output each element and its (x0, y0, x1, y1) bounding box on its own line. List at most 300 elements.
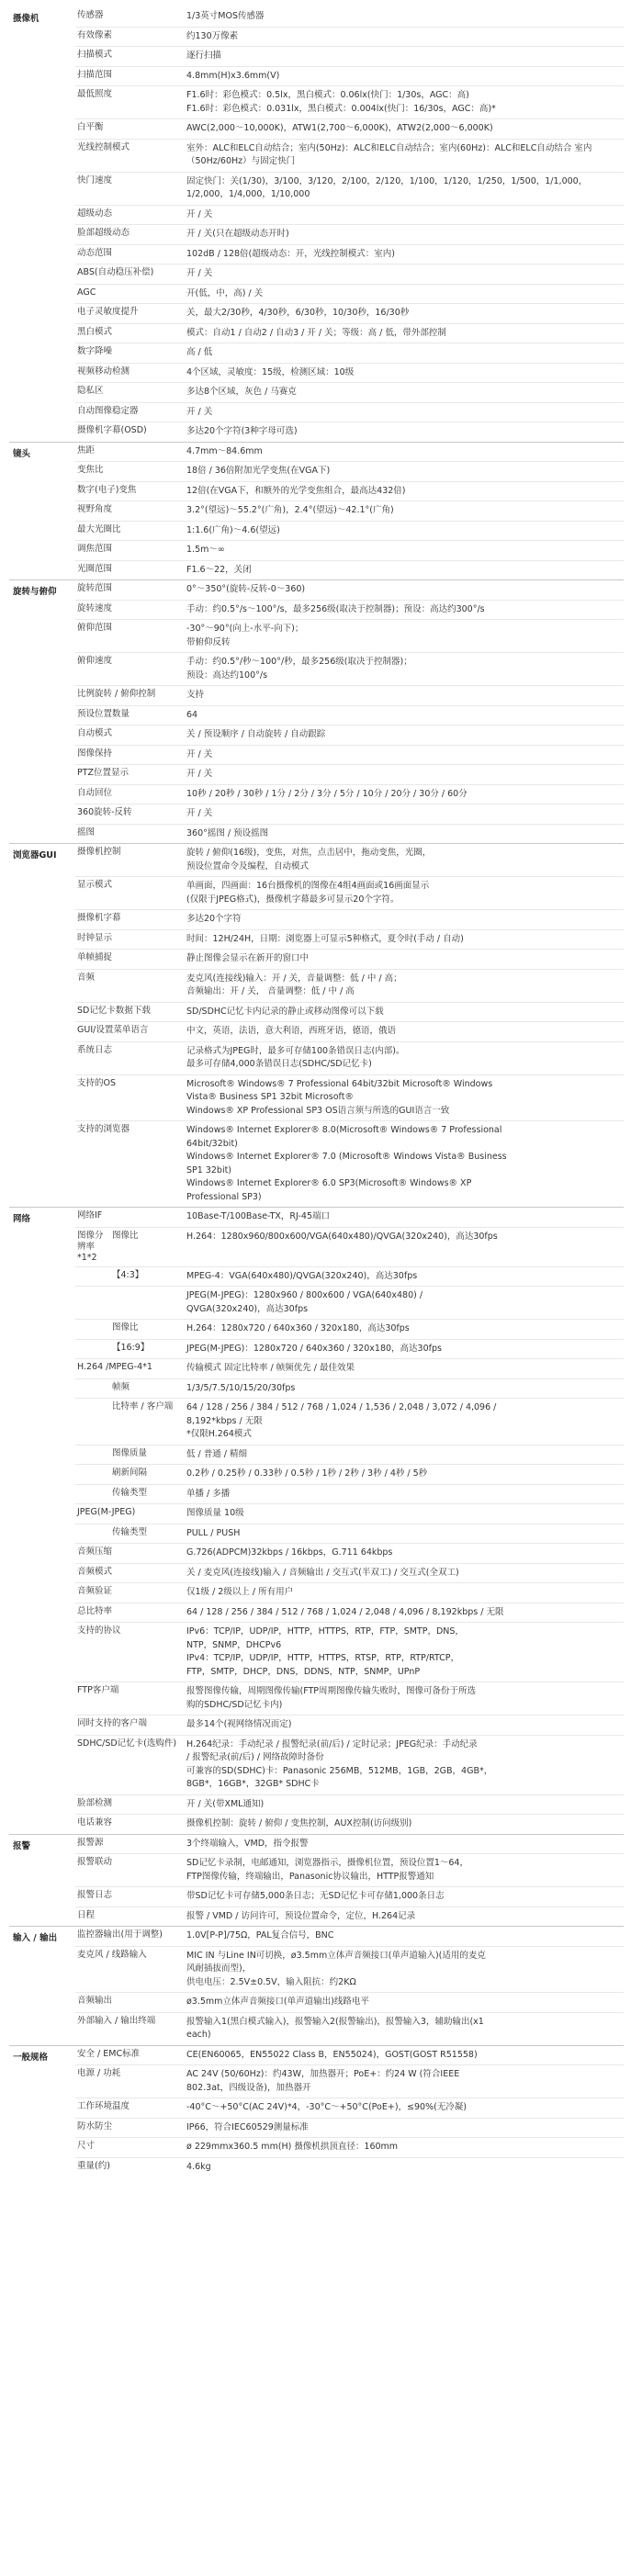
spec-value-line: 4.8mm(H)x3.6mm(V) (186, 70, 280, 81)
spec-value (185, 1623, 624, 1682)
spec-value-line: 最多14个(视网络情况而定) (186, 1719, 292, 1729)
spec-sublabel: 刷新间隔 (112, 1468, 148, 1478)
spec-value-line: 单播 / 多播 (186, 1488, 231, 1499)
spec-value (185, 2046, 624, 2065)
spec-value (185, 765, 624, 784)
spec-value (185, 1907, 624, 1927)
spec-row (75, 1003, 624, 1023)
spec-sublabel: 比特率 / 客户端 (112, 1401, 174, 1412)
spec-value (185, 910, 624, 929)
spec-value-line: 0°～350°(旋转-反转-0～360) (186, 584, 306, 594)
spec-value-line: 开 / 关 (186, 808, 213, 818)
spec-value-line: FTP图像传输，终端输出，Panasonic协议输出，HTTP报警通知 (186, 1871, 434, 1882)
spec-row (75, 304, 624, 324)
spec-row (75, 1340, 624, 1360)
spec-sublabel-group (75, 1445, 185, 1465)
spec-label: 报警联动 (77, 1857, 113, 1867)
spec-value (185, 2158, 624, 2177)
spec-row (75, 225, 624, 245)
spec-value-line: 4.7mm～84.6mm (186, 445, 263, 456)
spec-row (75, 86, 624, 119)
spec-label: 变焦比 (77, 465, 104, 475)
spec-sublabel-group (75, 1228, 185, 1266)
spec-value (185, 804, 624, 824)
spec-label: 脸部超级动态 (77, 228, 130, 238)
spec-value-line: 多达8个区域，灰色 / 马赛克 (186, 387, 297, 397)
spec-sublabel: 图像比 (112, 1322, 139, 1333)
spec-label: 外部输入 / 输出终端 (77, 2015, 156, 2026)
spec-value-line: / 报警纪录(前/后) / 网络故障时备份 (186, 1752, 324, 1762)
spec-label: 自动回位 (77, 787, 113, 798)
spec-label: 支持的OS (77, 1077, 117, 1088)
spec-row (75, 1445, 624, 1466)
spec-row (75, 119, 624, 140)
spec-row (75, 1121, 624, 1207)
spec-row (75, 1947, 624, 1994)
section-rows (75, 2046, 624, 2177)
spec-row (75, 173, 624, 206)
spec-row (75, 1835, 624, 1855)
spec-label (75, 1465, 110, 1484)
spec-value-line: 多达20个字符(3种字母可选) (186, 426, 298, 436)
spec-row (75, 1524, 624, 1545)
spec-row (75, 482, 624, 502)
spec-value (185, 1003, 624, 1022)
spec-value-line: 开 / 关 (186, 748, 213, 759)
spec-label: 单帧捕捉 (77, 952, 113, 962)
spec-value-line: 最多可存储4,000条错误日志(SDHC/SD记忆卡) (186, 1059, 372, 1069)
spec-row (75, 1042, 624, 1075)
spec-label: 电子灵敏度提升 (77, 307, 139, 317)
spec-value-line: IPv6：TCP/IP，UDP/IP，HTTP，HTTPS，RTP，FTP，SMTP，DNS， (186, 1626, 464, 1637)
spec-row (75, 561, 624, 580)
spec-value-line: 64 / 128 / 256 / 384 / 512 / 768 / 1,024 / 1,536 / 2,048 / 3,072 / 4,096 / (186, 1402, 497, 1412)
spec-value (185, 2138, 624, 2157)
spec-section (9, 1834, 624, 1927)
spec-value-line: 102dB / 128倍(超级动态：开，光线控制模式：室内) (186, 248, 395, 259)
spec-value-line: JPEG(M-JPEG)：1280x720 / 640x360 / 320x180，高达30fps (186, 1343, 442, 1354)
spec-value (185, 343, 624, 363)
spec-row (75, 746, 624, 766)
spec-row (75, 1603, 624, 1624)
spec-value (185, 7, 624, 27)
spec-value (185, 285, 624, 304)
spec-label: 摄像机控制 (77, 847, 121, 857)
spec-value-line: 3.2°(望远)～55.2°(广角)，2.4°(望远)～42.1°(广角) (186, 505, 394, 515)
spec-value (185, 785, 624, 804)
spec-label: 报警源 (77, 1837, 104, 1848)
spec-value (185, 1228, 624, 1266)
spec-value (185, 706, 624, 726)
spec-value-line: AC 24V (50/60Hz)：约43W，加热器开；PoE+：约24 W (符合IEEE (186, 2069, 460, 2079)
spec-row (75, 140, 624, 173)
spec-value (185, 1075, 624, 1121)
section-rows (75, 1927, 624, 2045)
spec-label: 重量(约) (77, 2160, 110, 2171)
spec-label: 预设位置数量 (77, 708, 130, 719)
spec-row (75, 28, 624, 48)
spec-value (185, 746, 624, 765)
spec-value (185, 1287, 624, 1319)
spec-sublabel-group (75, 1399, 185, 1445)
spec-value-line: 时间：12H/24H，日期：浏览器上可显示5种格式，夏令时(手动 / 自动) (186, 933, 464, 944)
spec-value-line: 1/3/5/7.5/10/15/20/30fps (186, 1382, 296, 1393)
spec-value-line: 开 / 关 (186, 208, 213, 219)
spec-row (75, 1022, 624, 1042)
spec-value (185, 422, 624, 442)
spec-value (185, 1544, 624, 1563)
spec-sublabel-group (75, 1465, 185, 1484)
spec-value (185, 403, 624, 422)
spec-row (75, 2158, 624, 2177)
spec-value (185, 1736, 624, 1794)
spec-value (185, 264, 624, 284)
spec-value-line: 开 / 关(带XML通知) (186, 1798, 265, 1809)
spec-label: 音频验证 (77, 1586, 113, 1596)
spec-value (185, 482, 624, 501)
spec-section (9, 2045, 624, 2177)
spec-row (75, 844, 624, 877)
spec-row (75, 1887, 624, 1907)
spec-value-line: F1.6～22，关闭 (186, 564, 252, 575)
spec-value-line: MPEG-4：VGA(640x480)/QVGA(320x240)，高达30fps (186, 1270, 418, 1281)
spec-label: 图像保持 (77, 748, 113, 759)
section-rows (75, 443, 624, 580)
spec-label (75, 1320, 110, 1339)
section-title: 一般规格 (13, 2052, 49, 2063)
spec-row (75, 1465, 624, 1485)
spec-label: ABS(自动稳压补偿) (77, 267, 154, 277)
spec-row (75, 1682, 624, 1715)
spec-row (75, 970, 624, 1003)
spec-value (185, 47, 624, 66)
spec-label: 支持的协议 (77, 1625, 121, 1636)
spec-label: 防水防尘 (77, 2120, 113, 2132)
spec-label: 旋转速度 (77, 602, 113, 613)
spec-row (75, 2138, 624, 2158)
spec-value (185, 1267, 624, 1287)
spec-row (75, 2119, 624, 2139)
spec-value-line: 64 (186, 709, 198, 720)
spec-row (75, 1504, 624, 1524)
spec-value-line: ø 229mmx360.5 mm(H) 摄像机拱顶直径：160mm (186, 2142, 399, 2152)
spec-row (75, 462, 624, 482)
spec-section (9, 1926, 624, 2045)
spec-row (75, 2013, 624, 2045)
spec-label: 旋转范围 (77, 583, 113, 593)
spec-row (75, 1267, 624, 1288)
spec-value-line: 1.5m～∞ (186, 545, 225, 555)
spec-value (185, 1022, 624, 1041)
spec-value (185, 501, 624, 521)
spec-value (185, 1359, 624, 1378)
section-rows (75, 844, 624, 1207)
spec-row (75, 706, 624, 726)
spec-value (185, 601, 624, 620)
spec-value-line: QVGA(320x240)，高达30fps (186, 1303, 309, 1314)
spec-sublabel: 图像比 (112, 1230, 139, 1241)
spec-sublabel-group (75, 1485, 185, 1504)
spec-value-line: CE(EN60065，EN55022 Class B，EN55024)，GOST(GOST R51558) (186, 2049, 478, 2060)
spec-row (75, 364, 624, 384)
spec-section (9, 579, 624, 843)
spec-label: 图像分辨率*1*2 (77, 1230, 104, 1263)
spec-value-line: 0.2秒 / 0.25秒 / 0.33秒 / 0.5秒 / 1秒 / 2秒 / 3秒 / 4秒 / 5秒 (186, 1468, 428, 1479)
spec-label: 日程 (77, 1909, 96, 1920)
spec-value (185, 844, 624, 876)
spec-sublabel (110, 1287, 185, 1319)
spec-value-line: 1.0V[P-P]/75Ω，PAL复合信号，BNC (186, 1930, 334, 1940)
section-title: 报警 (13, 1840, 31, 1851)
spec-sublabel-group (75, 1379, 185, 1399)
spec-row (75, 601, 624, 621)
spec-label: 音频模式 (77, 1566, 113, 1577)
spec-label: 系统日志 (77, 1044, 113, 1055)
spec-row (75, 1993, 624, 2013)
spec-label: JPEG(M-JPEG) (77, 1507, 136, 1517)
spec-value-line: 支持 (186, 690, 205, 700)
spec-value-line: 传输模式 固定比特率 / 帧频优先 / 最佳效果 (186, 1363, 355, 1373)
spec-label: 光圈范围 (77, 563, 113, 574)
spec-value-line: SD/SDHC记忆卡内记录的静止或移动图像可以下载 (186, 1006, 384, 1017)
spec-value (185, 1583, 624, 1603)
spec-value (185, 1835, 624, 1854)
spec-value (185, 1795, 624, 1815)
spec-value (185, 1504, 624, 1524)
spec-label: 监控器输出(用于调整) (77, 1929, 163, 1940)
spec-value-line: 1:1.6(广角)～4.6(望远) (186, 524, 280, 535)
spec-label (75, 1379, 110, 1399)
spec-row (75, 804, 624, 825)
spec-value (185, 1993, 624, 2012)
spec-value (185, 1887, 624, 1907)
spec-label: 显示模式 (77, 880, 113, 890)
spec-value-line: 开 / 关(只在超级动态开时) (186, 229, 289, 239)
spec-section (9, 442, 624, 580)
spec-value-line: 报警图像传输，周期图像传输(FTP周期图像传输失败时，图像可备份于所选 (186, 1686, 477, 1696)
section-title: 摄像机 (13, 14, 39, 24)
spec-value-line: 中文，英语，法语，意大利语，西班牙语，德语，俄语 (186, 1026, 397, 1036)
spec-row (75, 765, 624, 785)
spec-label: 动态范围 (77, 247, 113, 258)
spec-value (185, 2119, 624, 2138)
spec-row (75, 285, 624, 305)
spec-row (75, 1795, 624, 1816)
spec-label: SD记忆卡数据下载 (77, 1005, 151, 1016)
spec-value-line: PULL / PUSH (186, 1527, 241, 1538)
spec-value-line: 8,192*kbps / 无限 (186, 1415, 263, 1426)
spec-label: 自动模式 (77, 728, 113, 738)
spec-label: 自动图像稳定器 (77, 405, 139, 416)
spec-label: 扫描模式 (77, 50, 113, 60)
spec-row (75, 1320, 624, 1340)
spec-label: AGC (77, 287, 96, 298)
spec-value-line: Microsoft® Windows® 7 Professional 64bit/32bit Microsoft® Windows (186, 1078, 493, 1089)
spec-row (75, 653, 624, 686)
spec-row (75, 67, 624, 87)
spec-value (185, 86, 624, 118)
spec-value-line: -40°C～+50°C(AC 24V)*4，-30°C～+50°C(PoE+)，≤90%(无冷凝) (186, 2102, 468, 2112)
spec-value-line: 静止图像会显示在新开的窗口中 (186, 953, 310, 963)
spec-value-line: 关，最大2/30秒，4/30秒，6/30秒，10/30秒，16/30秒 (186, 308, 410, 318)
spec-value-line: 1/3英寸MOS传感器 (186, 11, 265, 21)
section-title: 浏览器GUI (13, 850, 57, 861)
spec-value-line: 开 / 关 (186, 268, 213, 278)
spec-value-line: 仅1级 / 2级以上 / 所有用户 (186, 1587, 294, 1597)
spec-label: 数字降噪 (77, 346, 113, 356)
spec-value (185, 383, 624, 402)
spec-value-line: SD记忆卡录制，电邮通知，浏览器指示，摄像机位置，预设位置1～64， (186, 1858, 468, 1868)
spec-value (185, 2013, 624, 2045)
spec-value-line: 室外：ALC和ELC自动结合；室内(50Hz)：ALC和ELC自动结合；室内(60Hz)：ALC和ELC自动结合 室内（50Hz/60Hz）与固定快门 (186, 142, 592, 166)
spec-row (75, 264, 624, 285)
spec-row (75, 1399, 624, 1445)
spec-value (185, 1445, 624, 1465)
spec-value (185, 620, 624, 652)
spec-value-line: 麦克风(连接线)输入：开 / 关，音量调整：低 / 中 / 高； (186, 973, 402, 984)
spec-value (185, 28, 624, 47)
spec-value (185, 245, 624, 264)
spec-sublabel: 传输类型 (112, 1526, 148, 1537)
spec-label: FTP客户端 (77, 1685, 119, 1695)
spec-value-line: 64bit/32bit) (186, 1138, 238, 1149)
spec-label: 安全 / EMC标准 (77, 2048, 141, 2059)
spec-label: H.264 /MPEG-4*1 (77, 1362, 152, 1372)
spec-value-line: 关 / 麦克风(连接线)输入 / 音频输出 / 交互式(半双工) / 交互式(全双工) (186, 1567, 459, 1578)
spec-label: PTZ位置显示 (77, 768, 130, 778)
spec-label (75, 1399, 110, 1445)
spec-row (75, 1359, 624, 1379)
spec-row (75, 825, 624, 844)
spec-value-line: 64 / 128 / 256 / 384 / 512 / 768 / 1,024 / 2,048 / 4,096 / 8,192kbps / 无限 (186, 1606, 504, 1617)
spec-value (185, 1042, 624, 1074)
spec-value-line: 约130万像素 (186, 30, 239, 41)
spec-row (75, 1927, 624, 1947)
spec-value-line: 18倍 / 36倍附加光学变焦(在VGA下) (186, 466, 331, 476)
spec-value (185, 1603, 624, 1623)
spec-value-line: Windows® Internet Explorer® 7.0 (Microsoft® Windows Vista® Business (186, 1152, 507, 1162)
spec-row (75, 343, 624, 364)
spec-label: 时钟显示 (77, 932, 113, 943)
spec-value-line: Windows® XP Professional SP3 OS语言须与所选的GUI语言一致 (186, 1105, 450, 1116)
spec-row (75, 930, 624, 951)
spec-label (75, 1267, 110, 1287)
spec-value-line: 音频输出：开 / 关， 音量调整：低 / 中 / 高 (186, 986, 355, 996)
spec-value (185, 970, 624, 1002)
spec-label: 扫描范围 (77, 69, 113, 80)
spec-value (185, 1927, 624, 1946)
spec-row (75, 501, 624, 522)
spec-value-line: 供电电压：2.5V±0.5V，输入阻抗：约2KΩ (186, 1976, 356, 1987)
spec-value-line: 开 / 关 (186, 406, 213, 417)
spec-label: 支持的浏览器 (77, 1124, 130, 1134)
spec-row (75, 324, 624, 344)
spec-row (75, 1623, 624, 1682)
spec-label: 焦距 (77, 444, 96, 456)
section-title: 网络 (13, 1214, 31, 1224)
spec-row (75, 726, 624, 746)
spec-sublabel-group (75, 1267, 185, 1287)
spec-row (75, 1208, 624, 1228)
spec-value-line: 旋转 / 俯仰(16级)，变焦，对焦，点击居中，拖动变焦，光圈， (186, 848, 432, 858)
spec-value (185, 930, 624, 950)
spec-row (75, 2046, 624, 2066)
spec-value (185, 304, 624, 323)
spec-value (185, 1854, 624, 1886)
spec-value-line: Windows® Internet Explorer® 6.0 SP3(Microsoft® Windows® XP (186, 1178, 472, 1188)
spec-value (185, 324, 624, 343)
spec-value (185, 2065, 624, 2098)
spec-value (185, 541, 624, 560)
spec-label: 同时支持的客户端 (77, 1718, 148, 1728)
spec-row (75, 1075, 624, 1122)
spec-sublabel-group (75, 1287, 185, 1319)
spec-value (185, 1465, 624, 1484)
section-rows (75, 1835, 624, 1927)
spec-value-line: MIC IN 与Line IN可切换，ø3.5mm立体声音频接口(单声道输入)(适用的麦克 (186, 1950, 486, 1961)
spec-row (75, 47, 624, 67)
spec-value-line: ø3.5mm立体声音频接口(单声道输出)线路电平 (186, 1997, 369, 2007)
spec-label: 数字(电子)变焦 (77, 484, 137, 495)
spec-row (75, 1379, 624, 1400)
spec-value-line: SP1 32bit) (186, 1164, 232, 1176)
section-title: 旋转与俯仰 (13, 587, 57, 597)
spec-value-line: AWC(2,000～10,000K)，ATW1(2,700～6,000K)，ATW2(2,000～6,000K) (186, 123, 493, 133)
spec-value-line: 模式：自动1 / 自动2 / 自动3 / 开 / 关；等级：高 / 低，带外部控制 (186, 327, 446, 338)
spec-section (9, 843, 624, 1207)
spec-label: 俯仰速度 (77, 656, 113, 666)
spec-row (75, 1583, 624, 1603)
spec-label: 快门速度 (77, 174, 113, 186)
spec-value-line: FTP，SMTP，DHCP，DNS，DDNS，NTP，SNMP，UPnP (186, 1666, 421, 1677)
spec-label (75, 1445, 110, 1465)
spec-value-line: H.264：1280x960/800x600/VGA(640x480)/QVGA(320x240)，高达30fps (186, 1231, 498, 1242)
spec-value-line: 预设位置命令及编程，自动模式 (186, 861, 310, 872)
spec-value-line: 手动：约0.5°/s～100°/s，最多256级(取决于控制器)；预设：高达约300°/s (186, 603, 485, 614)
spec-label: 俯仰范围 (77, 623, 113, 633)
spec-value-line: 低 / 普通 / 精细 (186, 1448, 247, 1459)
spec-value (185, 1564, 624, 1583)
spec-value-line: 关 / 预设顺序 / 自动旋转 / 自动跟踪 (186, 729, 326, 739)
spec-row (75, 1854, 624, 1887)
spec-row (75, 580, 624, 601)
spec-value-line: F1.6时：彩色模式：0.5lx，黑白模式：0.06lx(快门：1/30s，AGC：高) (186, 90, 469, 100)
spec-row (75, 245, 624, 265)
spec-row (75, 950, 624, 970)
section-title: 镜头 (13, 448, 31, 459)
spec-value (185, 1340, 624, 1359)
spec-value-line: 带SD记忆卡可存储5,000条日志；无SD记忆卡可存储1,000条日志 (186, 1891, 445, 1901)
spec-label: 摄像机字幕 (77, 913, 121, 923)
spec-row (75, 443, 624, 463)
spec-value-line: Professional SP3) (186, 1191, 262, 1202)
spec-row (75, 910, 624, 930)
spec-value (185, 1121, 624, 1207)
spec-value (185, 1947, 624, 1993)
spec-label: 360旋转-反转 (77, 807, 132, 817)
spec-value-line: H.264：1280x720 / 640x360 / 320x180，高达30fps (186, 1323, 410, 1333)
spec-row (75, 1715, 624, 1736)
spec-value (185, 119, 624, 139)
spec-value (185, 206, 624, 225)
spec-value-line: H.264纪录：手动纪录 / 报警纪录(前/后) / 定时记录；JPEG纪录：手动纪录 (186, 1738, 478, 1749)
spec-value-line: JPEG(M-JPEG)：1280x960 / 800x600 / VGA(640x480) / (186, 1290, 423, 1300)
spec-label: 尺寸 (77, 2141, 96, 2151)
spec-value (185, 1399, 624, 1445)
spec-row (75, 2065, 624, 2098)
spec-label: 最大光圈比 (77, 523, 121, 534)
spec-row (75, 1564, 624, 1584)
